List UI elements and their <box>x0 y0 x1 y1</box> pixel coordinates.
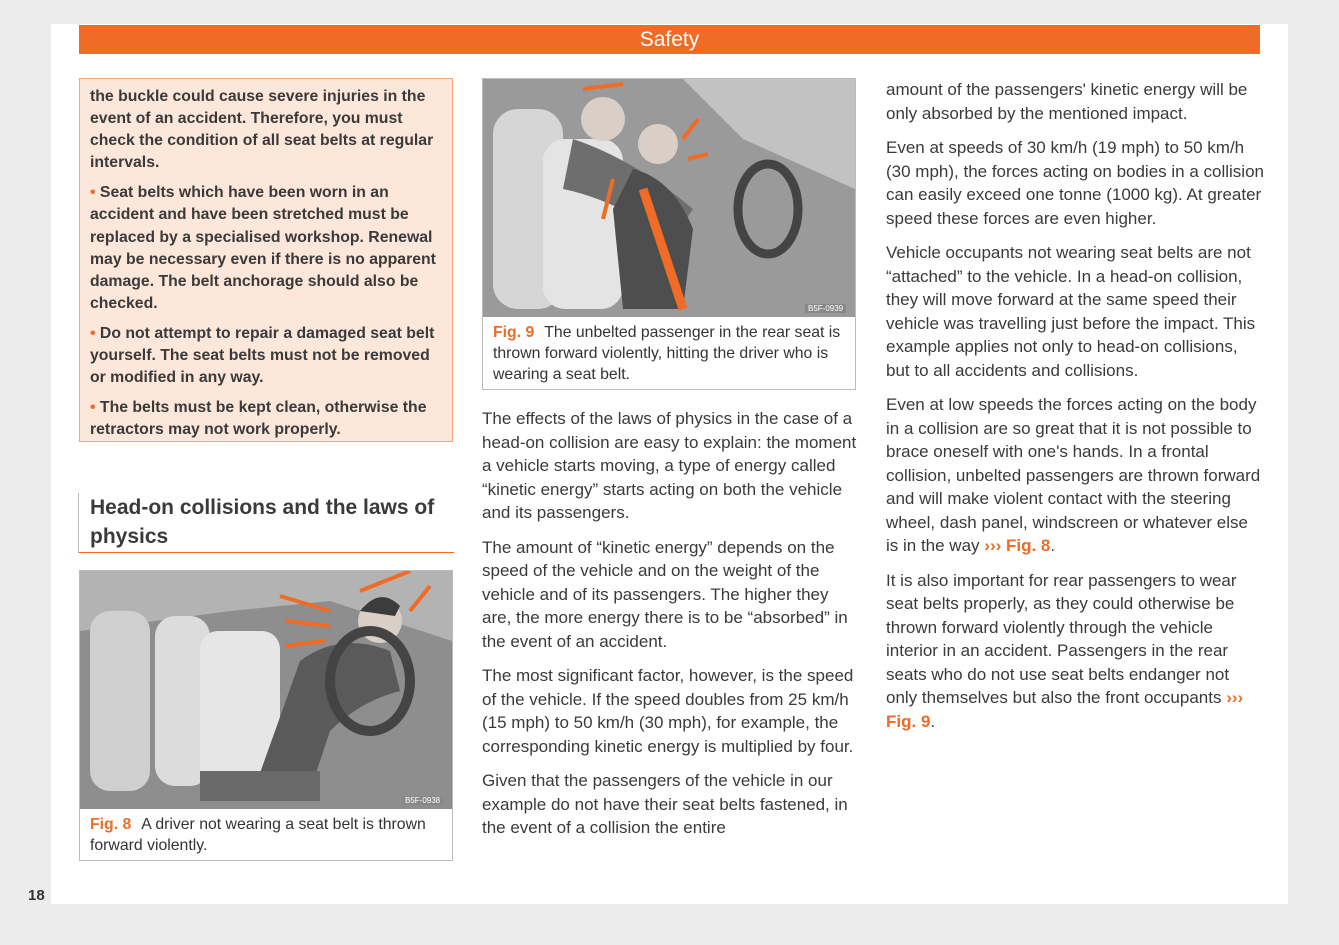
warning-bullet-text: Do not attempt to repair a damaged seat belt yourself. The seat belts must not be removed or modified in any way. <box>90 324 435 387</box>
right-column <box>886 78 1264 744</box>
paragraph: The amount of “kinetic energy” depends on the speed of the vehicle and on the weight of the vehicle and of its passengers. The higher they are, the more energy there is to be “absorbed” in the event of an accident. <box>482 537 848 651</box>
section-heading: Head-on collisions and the laws of physics <box>78 493 454 553</box>
warning-text: the buckle could cause severe injuries in the event of an accident. Therefore, you must check the condition of all seat belts at regular intervals. <box>90 88 434 172</box>
paragraph: The effects of the laws of physics in the case of a head-on collision are easy to explain: the moment a vehicle starts moving, a type of energy called “kinetic energy” starts acting on both the vehicle and its passengers. <box>482 409 857 522</box>
warning-bullet <box>90 397 442 441</box>
figure-code: B5F-0939 <box>805 304 846 313</box>
figure-label: Fig. 9 <box>493 324 535 341</box>
warning-bullet <box>90 182 442 315</box>
figure-code: B5F-0938 <box>402 796 443 805</box>
figure-9 <box>482 78 856 390</box>
punctuation: . <box>930 711 936 731</box>
figure-caption <box>80 809 452 856</box>
figure-8 <box>79 570 453 861</box>
fig-8-reference-link[interactable]: ››› Fig. 8 <box>984 536 1051 555</box>
page-header: Safety <box>79 25 1260 54</box>
paragraph: The most significant factor, however, is the speed of the vehicle. If the speed doubles from 25 km/h (15 mph) to 50 km/h (30 mph), for example, the corresponding kinetic energy is multiplied by four. <box>482 666 854 756</box>
paragraph: amount of the passengers' kinetic energy will be only absorbed by the mentioned impact. <box>886 80 1248 123</box>
figure-caption <box>483 317 855 385</box>
paragraph <box>886 569 1264 734</box>
figure-label: Fig. 8 <box>90 816 132 833</box>
driver-illustration <box>80 571 452 809</box>
punctuation: . <box>1050 536 1056 555</box>
paragraph-text: Even at low speeds the forces acting on the body in a collision are so great that it is not possible to brace oneself with one's hands. In a frontal collision, unbelted passengers are thrown forward and will make violent contact with the steering wheel, dash panel, windscreen or whatever else is in the way <box>886 395 1261 555</box>
bullet-icon: • <box>90 324 96 342</box>
warning-bullet <box>90 323 442 389</box>
paragraph-text: It is also important for rear passengers to wear seat belts properly, as they could otherwise be thrown forward violently through the vehicle interior in an accident. Passengers in the rear seats who do not use seat belts endanger not only themselves but also the front occupants <box>886 570 1237 707</box>
passenger-illustration <box>483 79 855 317</box>
bullet-icon: • <box>90 399 96 417</box>
page-number: 18 <box>28 887 45 904</box>
figure-caption-text: A driver not wearing a seat belt is thrown forward violently. <box>90 816 426 854</box>
fig-9-reference-link[interactable]: ››› Fig. 9 <box>886 688 1244 731</box>
paragraph: Given that the passengers of the vehicle in our example do not have their seat belts fastened, in the event of a collision the entire <box>482 771 848 837</box>
warning-box <box>79 78 453 442</box>
paragraph <box>886 393 1264 558</box>
middle-column <box>482 407 857 851</box>
paragraph: Vehicle occupants not wearing seat belts are not “attached” to the vehicle. In a head-on collision, they will move forward at the same speed their vehicle was travelling just before the impact. This example applies not only to head-on collisions, but to all accidents and collisions. <box>886 243 1256 380</box>
bullet-icon: • <box>90 184 96 202</box>
paragraph: Even at speeds of 30 km/h (19 mph) to 50 km/h (30 mph), the forces acting on bodies in a collision can easily exceed one tonne (1000 kg). At greater speed these forces are even higher. <box>886 138 1264 228</box>
warning-bullet-text: The belts must be kept clean, otherwise the retractors may not work properly. <box>90 399 427 439</box>
figure-caption-text: The unbelted passenger in the rear seat is thrown forward violently, hitting the driver who is wearing a seat belt. <box>493 324 841 383</box>
warning-bullet-text: Seat belts which have been worn in an accident and have been stretched must be replaced by a specialised workshop. Renewal may be necessary even if there is no apparent damage. The belt anchorage should also be checked. <box>90 184 436 312</box>
